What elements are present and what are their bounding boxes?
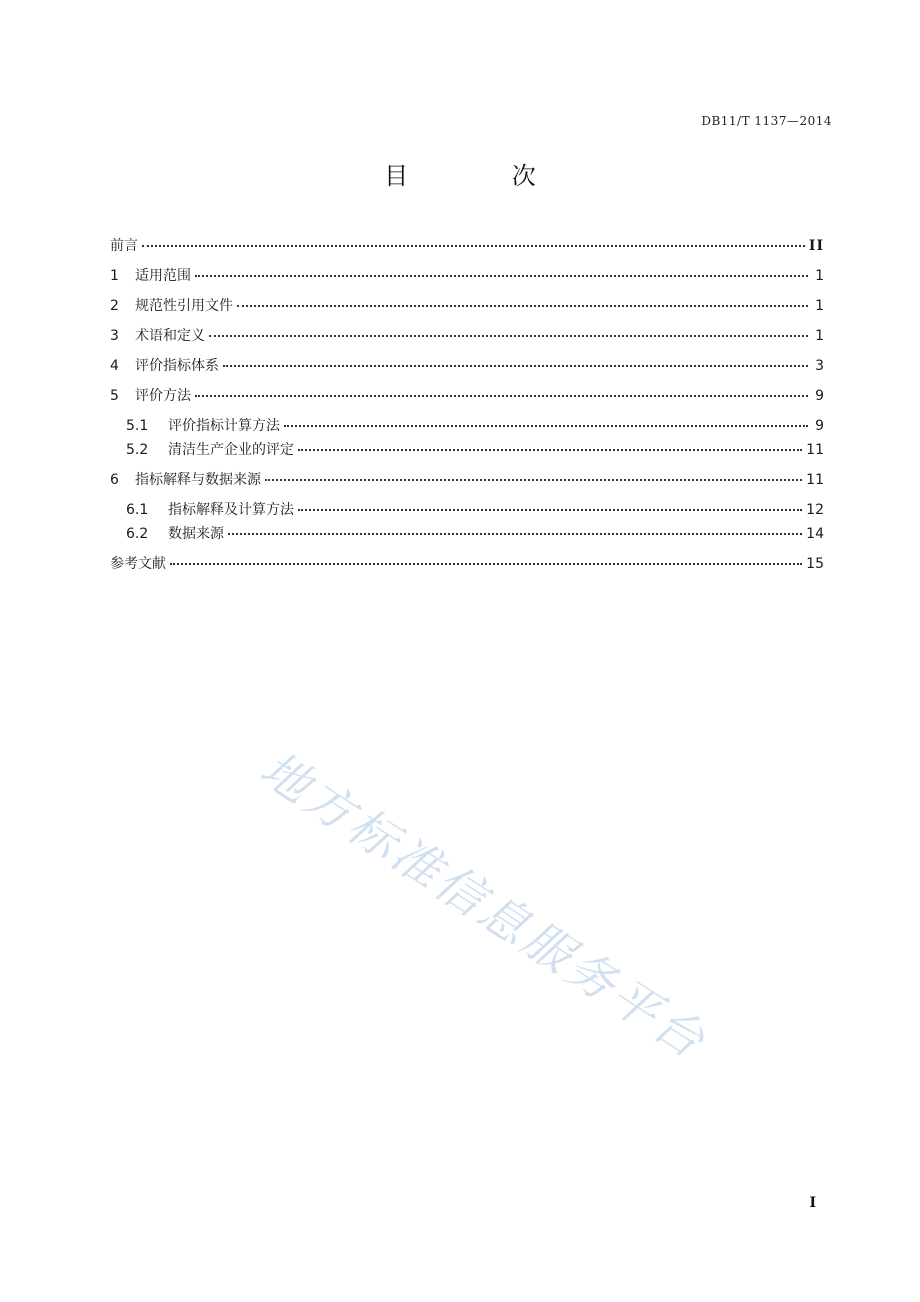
toc-leader-dots (142, 245, 805, 247)
toc-entry-label: 数据来源 (168, 526, 224, 542)
page-title: 目 次 (384, 162, 584, 190)
toc-entry-number: 6.2 (126, 526, 149, 542)
toc-entry[interactable] (110, 324, 824, 348)
toc-entry-page: 1 (815, 298, 824, 314)
toc-entry-number: 3 (110, 328, 119, 344)
toc-entry-page: 1 (815, 328, 824, 344)
toc-leader-dots (265, 479, 802, 481)
toc-entry-label: 术语和定义 (135, 328, 205, 344)
toc-entry-number: 6 (110, 472, 119, 488)
toc-entry[interactable] (110, 384, 824, 408)
toc-entry[interactable] (110, 414, 824, 438)
toc-entry[interactable] (110, 438, 824, 462)
toc-entry-number: 2 (110, 298, 119, 314)
toc-entry-label: 评价指标计算方法 (168, 418, 280, 434)
toc-entry-number: 5.1 (126, 418, 149, 434)
toc-entry-label: 规范性引用文件 (135, 298, 233, 314)
toc-entry-label: 清洁生产企业的评定 (168, 442, 294, 458)
toc-entry-label: 指标解释及计算方法 (168, 502, 294, 518)
toc-entry-page: 14 (806, 526, 824, 542)
toc-entry-label: 指标解释与数据来源 (135, 472, 261, 488)
toc-entry-page: 3 (815, 358, 824, 374)
toc-entry-label: 参考文献 (110, 556, 166, 572)
toc-entry[interactable] (110, 468, 824, 492)
toc-entry-number: 5 (110, 388, 119, 404)
toc-entry[interactable] (110, 354, 824, 378)
toc-leader-dots (228, 533, 802, 535)
toc-leader-dots (223, 365, 808, 367)
toc-leader-dots (195, 275, 808, 277)
toc-entry-page: 11 (806, 442, 824, 458)
toc-entry-page: 9 (815, 388, 824, 404)
toc-leader-dots (298, 509, 802, 511)
toc-entry-page: II (808, 238, 824, 254)
toc-entry[interactable] (110, 264, 824, 288)
toc-entry-label: 前言 (110, 238, 138, 254)
toc-entry-number: 1 (110, 268, 119, 284)
toc-entry-label: 评价指标体系 (135, 358, 219, 374)
watermark: 地方标准信息服务平台 (250, 740, 717, 1071)
toc-entry[interactable] (110, 522, 824, 546)
table-of-contents (110, 234, 824, 582)
document-code: DB11/T 1137—2014 (701, 114, 832, 128)
toc-entry-label: 评价方法 (135, 388, 191, 404)
toc-leader-dots (284, 425, 808, 427)
toc-entry-page: 9 (815, 418, 824, 434)
page-number: I (809, 1195, 816, 1211)
toc-entry-label: 适用范围 (135, 268, 191, 284)
toc-leader-dots (237, 305, 808, 307)
toc-entry-page: 1 (815, 268, 824, 284)
toc-entry-number: 4 (110, 358, 119, 374)
toc-entry[interactable] (110, 552, 824, 576)
toc-leader-dots (195, 395, 808, 397)
toc-entry-page: 12 (806, 502, 824, 518)
toc-leader-dots (209, 335, 808, 337)
toc-entry-page: 15 (806, 556, 824, 572)
toc-entry[interactable] (110, 234, 824, 258)
toc-entry-page: 11 (806, 472, 824, 488)
toc-entry[interactable] (110, 498, 824, 522)
toc-leader-dots (170, 563, 802, 565)
toc-leader-dots (298, 449, 802, 451)
toc-entry-number: 6.1 (126, 502, 149, 518)
toc-entry[interactable] (110, 294, 824, 318)
toc-entry-number: 5.2 (126, 442, 149, 458)
